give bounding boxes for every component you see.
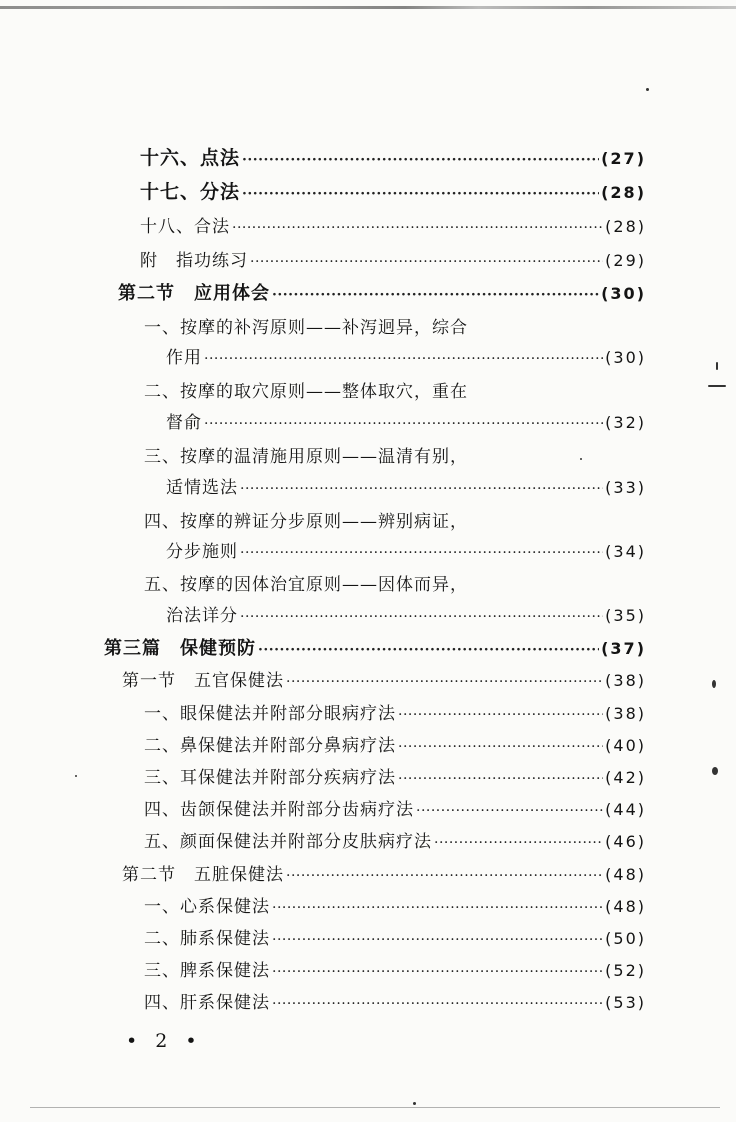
toc-leader — [398, 707, 603, 723]
toc-entry — [118, 279, 646, 309]
toc-entry — [122, 666, 646, 696]
toc-entry — [144, 763, 646, 793]
scan-speck — [646, 88, 649, 91]
toc-title: 三、脾系保健法 — [144, 961, 270, 981]
toc-entry — [144, 956, 646, 986]
toc-leader — [258, 642, 599, 658]
toc-title: 三、耳保健法并附部分疾病疗法 — [144, 768, 396, 788]
scan-speck — [712, 767, 718, 775]
toc-entry — [144, 827, 646, 857]
scan-edge-bottom — [30, 1107, 720, 1108]
toc-entry-text: 二、按摩的取穴原则——整体取穴，重在 — [144, 382, 468, 402]
toc-page: (30) — [601, 284, 646, 303]
toc-entry — [144, 795, 646, 825]
toc-page: (30) — [605, 348, 646, 367]
toc-leader — [272, 900, 603, 916]
toc-title: 五、颜面保健法并附部分皮肤病疗法 — [144, 832, 432, 852]
toc-entry — [140, 177, 646, 207]
scan-speck — [712, 680, 716, 688]
toc-page: (53) — [605, 993, 646, 1012]
toc-leader — [250, 254, 603, 270]
scan-speck — [708, 385, 726, 387]
toc-page: (37) — [601, 639, 646, 658]
toc-page: (40) — [605, 736, 646, 755]
toc-leader — [398, 771, 603, 787]
scan-edge-top — [0, 6, 736, 9]
toc-page: (44) — [605, 800, 646, 819]
toc-title: 四、肝系保健法 — [144, 993, 270, 1013]
toc-leader — [242, 152, 599, 168]
toc-title: 治法详分 — [166, 606, 238, 626]
toc-entry-text: 四、按摩的辨证分步原则——辨别病证， — [144, 512, 468, 532]
toc-entry-text: 三、按摩的温清施用原则——温清有别， — [144, 447, 468, 467]
toc-page: (38) — [605, 704, 646, 723]
toc-title: 督俞 — [166, 413, 202, 433]
toc-title: 分步施则 — [166, 542, 238, 562]
toc-entry — [144, 988, 646, 1018]
toc-page: (50) — [605, 929, 646, 948]
toc-leader — [286, 674, 603, 690]
toc-title: 适情选法 — [166, 478, 238, 498]
toc-leader — [272, 964, 603, 980]
toc-title: 四、齿颌保健法并附部分齿病疗法 — [144, 800, 414, 820]
toc-title: 附 指功练习 — [140, 251, 248, 271]
toc-entry — [166, 343, 646, 373]
toc-title: 二、肺系保健法 — [144, 929, 270, 949]
toc-title: 一、心系保健法 — [144, 897, 270, 917]
toc-leader — [204, 351, 603, 367]
toc-title: 十八、合法 — [140, 217, 230, 237]
scan-speck — [413, 1102, 416, 1105]
toc-entry — [140, 212, 646, 242]
toc-entry — [144, 892, 646, 922]
toc-page: (27) — [601, 149, 646, 168]
toc-page: (38) — [605, 671, 646, 690]
toc-leader — [240, 609, 603, 625]
toc-page: (48) — [605, 865, 646, 884]
toc-leader — [242, 186, 599, 202]
toc-leader — [286, 868, 603, 884]
page-number: • 2 • — [126, 1030, 203, 1052]
toc-entry — [104, 634, 646, 664]
toc-leader — [240, 481, 603, 497]
toc-entry — [166, 473, 646, 503]
toc-page: (52) — [605, 961, 646, 980]
toc-leader — [416, 803, 603, 819]
toc-entry — [140, 143, 646, 173]
toc-page: (46) — [605, 832, 646, 851]
toc-leader — [272, 287, 599, 303]
toc-title: 十七、分法 — [140, 181, 241, 203]
toc-entry — [144, 731, 646, 761]
toc-page: (29) — [605, 251, 646, 270]
toc-title: 第二节 五脏保健法 — [122, 865, 284, 885]
toc-entry — [166, 408, 646, 438]
toc-leader — [398, 739, 603, 755]
toc-leader — [272, 932, 603, 948]
toc-leader — [272, 996, 603, 1012]
toc-page: (35) — [605, 606, 646, 625]
toc-entry — [144, 924, 646, 954]
toc-title: 二、鼻保健法并附部分鼻病疗法 — [144, 736, 396, 756]
toc-entry — [140, 246, 646, 276]
toc-page: (33) — [605, 478, 646, 497]
toc-title: 一、眼保健法并附部分眼病疗法 — [144, 704, 396, 724]
toc-leader — [240, 545, 603, 561]
toc-title: 第一节 五官保健法 — [122, 671, 284, 691]
toc-page: (48) — [605, 897, 646, 916]
toc-title: 十六、点法 — [140, 147, 241, 169]
toc-page: (32) — [605, 413, 646, 432]
scan-speck — [716, 362, 718, 370]
toc-page: (34) — [605, 542, 646, 561]
toc-entry — [166, 537, 646, 567]
toc-page: (42) — [605, 768, 646, 787]
toc-entry — [144, 699, 646, 729]
toc-entry-text: 一、按摩的补泻原则——补泻迥异，综合 — [144, 318, 468, 338]
toc-page: (28) — [601, 183, 646, 202]
toc-entry — [166, 601, 646, 631]
toc-leader — [434, 835, 603, 851]
toc-entry — [122, 860, 646, 890]
toc-leader — [232, 220, 603, 236]
toc-title: 第二节 应用体会 — [118, 283, 270, 304]
toc-leader — [204, 416, 603, 432]
toc-page: (28) — [605, 217, 646, 236]
toc-title: 作用 — [166, 348, 202, 368]
scan-speck — [75, 775, 77, 777]
scan-speck — [580, 458, 582, 460]
toc-title: 第三篇 保健预防 — [104, 638, 256, 659]
toc-entry-text: 五、按摩的因体治宜原则——因体而异， — [144, 575, 468, 595]
